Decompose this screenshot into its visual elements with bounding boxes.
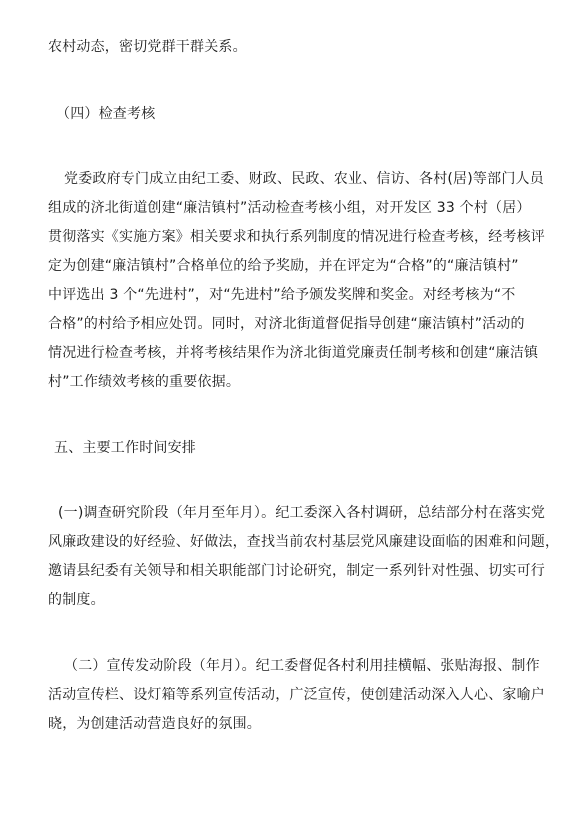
text-line: 村”工作绩效考核的重要依据。 xyxy=(48,374,241,390)
text-line: 组成的济北街道创建“廉洁镇村”活动检查考核小组，对开发区 33 个村（居） xyxy=(48,200,531,216)
text-line: 农村动态，密切党群干群关系。 xyxy=(48,39,247,55)
text-line: 邀请县纪委有关领导和相关职能部门讨论研究，制定一系列针对性强、切实可行 xyxy=(48,563,545,579)
text-line: 活动宣传栏、设灯箱等系列宣传活动，广泛宣传，使创建活动深入人心、家喻户 xyxy=(48,687,545,703)
text-line: 晓，为创建活动营造良好的氛围。 xyxy=(48,716,261,732)
text-line: 情况进行检查考核，并将考核结果作为济北街道党廉责任制考核和创建“廉洁镇 xyxy=(48,345,539,361)
text-line: 中评选出 3 个“先进村”，对“先进村”给予颁发奖牌和奖金。对经考核为“不 xyxy=(48,287,516,303)
section-heading: （四）检查考核 xyxy=(56,106,156,122)
text-line: 的制度。 xyxy=(48,592,105,608)
text-line: 风廉政建设的好经验、好做法，查找当前农村基层党风廉建设面临的困难和问题， xyxy=(48,534,560,550)
text-line: 贯彻落实《实施方案》相关要求和执行系列制度的情况进行检查考核，经考核评 xyxy=(48,229,545,245)
text-line: 定为创建“廉洁镇村”合格单位的给予奖励，并在评定为“合格”的“廉洁镇村” xyxy=(48,258,519,274)
text-line: （二）宣传发动阶段（年月）。纪工委督促各村利用挂横幅、张贴海报、制作 xyxy=(64,658,540,674)
text-line: 合格”的村给予相应处罚。同时，对济北街道督促指导创建“廉洁镇村”活动的 xyxy=(48,316,525,332)
section-heading: 五、主要工作时间安排 xyxy=(54,440,196,456)
text-line: 党委政府专门成立由纪工委、财政、民政、农业、信访、各村(居)等部门人员 xyxy=(64,171,544,187)
text-line: (一)调查研究阶段（年月至年月）。纪工委深入各村调研，总结部分村在落实党 xyxy=(58,505,546,521)
